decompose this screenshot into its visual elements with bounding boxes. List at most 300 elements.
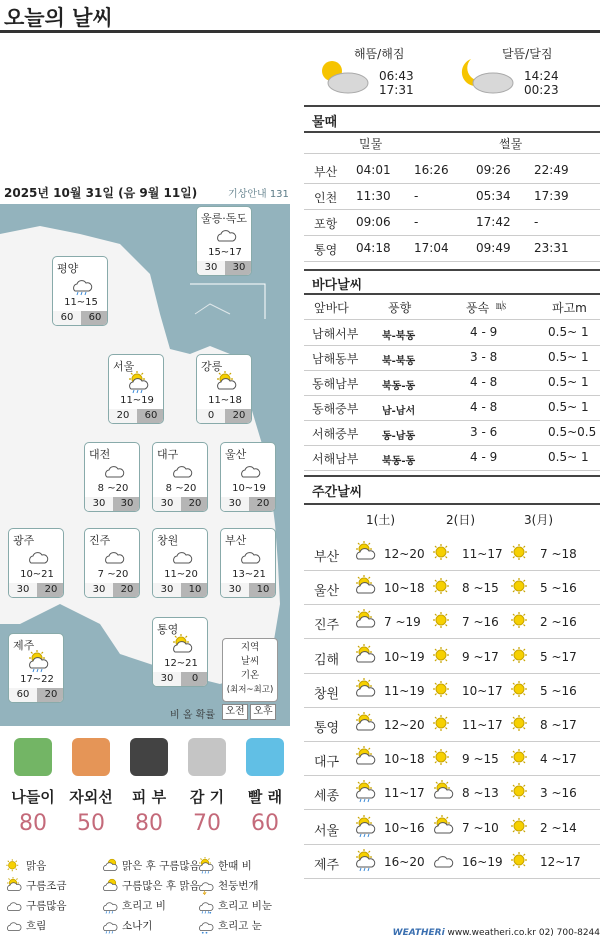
sea-area: 남해서부 bbox=[312, 327, 359, 341]
weekly-temp: 10~18 bbox=[384, 581, 425, 596]
clear-then-cloudy-icon bbox=[100, 857, 118, 875]
weekly-weather bbox=[352, 609, 376, 637]
map-legend-box bbox=[222, 638, 278, 702]
partly-cloudy-icon bbox=[352, 609, 376, 633]
weekly-title: 주간날씨 bbox=[312, 485, 363, 500]
city-name: 평양 bbox=[57, 262, 79, 275]
sun-cloud-icon bbox=[314, 57, 374, 97]
sunrise-time: 06:43 bbox=[379, 69, 414, 83]
city-temp: 10~21 bbox=[20, 569, 54, 580]
legend-label: 흐리고 비눈 bbox=[218, 900, 273, 912]
index-label: 나들이 bbox=[11, 788, 55, 806]
tide-high-2: 16:26 bbox=[414, 163, 449, 177]
weekly-temp: 8 ~15 bbox=[462, 581, 499, 596]
legend-label: 구름많은 후 맑음 bbox=[122, 880, 200, 892]
weekly-row bbox=[304, 708, 600, 742]
weekly-row bbox=[304, 845, 600, 879]
sea-wave: 0.5~0.5 bbox=[548, 425, 597, 439]
tide-high-2: - bbox=[414, 189, 419, 203]
cloudy-rain-snow-icon bbox=[196, 897, 214, 915]
weekly-temp: 16~20 bbox=[384, 854, 425, 869]
city-name: 서울 bbox=[113, 360, 135, 373]
city-name: 통영 bbox=[157, 623, 179, 636]
tide-title: 물때 bbox=[312, 115, 338, 130]
cloudy-rain-sun-icon bbox=[352, 780, 376, 804]
legend-label: 흐림 bbox=[26, 920, 47, 932]
tide-low-1: 17:42 bbox=[476, 215, 511, 229]
weekly-weather bbox=[430, 609, 454, 637]
title-rule bbox=[0, 30, 600, 33]
sunny-icon bbox=[508, 712, 532, 736]
weekly-row bbox=[304, 571, 600, 605]
mostly-cloudy-icon bbox=[4, 897, 22, 915]
rain-prob-pm: 20 bbox=[37, 583, 64, 597]
weekly-weather bbox=[508, 712, 532, 740]
weekly-temp: 10~19 bbox=[384, 649, 425, 664]
tide-low-2: 23:31 bbox=[534, 241, 569, 255]
index-2 bbox=[62, 738, 120, 836]
weekly-temp: 5 ~17 bbox=[540, 649, 577, 664]
weekly-weather bbox=[352, 678, 376, 706]
legend-temp-range: (최저~최고) bbox=[226, 685, 274, 695]
weekly-temp: 7 ~16 bbox=[462, 615, 499, 630]
tide-place: 통영 bbox=[314, 243, 338, 257]
divider bbox=[304, 153, 600, 154]
sea-wind-dir: 동-남동 bbox=[382, 431, 416, 442]
index-5 bbox=[236, 738, 294, 836]
rain-prob-am: 30 bbox=[153, 583, 181, 597]
city-card bbox=[220, 442, 276, 512]
rain-prob-pm: 10 bbox=[249, 583, 276, 597]
cloudy-icon bbox=[213, 223, 237, 247]
rain-prob-am: 30 bbox=[9, 583, 37, 597]
sea-wind-speed: 4 - 9 bbox=[470, 450, 498, 464]
legend-label: 구름많음 bbox=[26, 900, 67, 912]
sunny-icon bbox=[508, 815, 532, 839]
tide-high-1: 11:30 bbox=[356, 189, 391, 203]
footer bbox=[304, 928, 600, 942]
rain-prob-pm: 60 bbox=[137, 409, 164, 423]
sea-area: 동해중부 bbox=[312, 402, 359, 416]
weekly-weather bbox=[430, 678, 454, 706]
weekly-weather bbox=[430, 815, 454, 843]
weekly-weather bbox=[430, 712, 454, 740]
city-name: 창원 bbox=[157, 534, 179, 547]
divider bbox=[304, 370, 600, 371]
weekly-weather bbox=[352, 849, 376, 877]
sea-wind-speed: 4 - 9 bbox=[470, 325, 498, 339]
weekly-weather bbox=[508, 678, 532, 706]
weekly-row bbox=[304, 742, 600, 776]
sunny-icon bbox=[430, 746, 454, 770]
footer-brand: WEATHERi bbox=[392, 928, 445, 938]
divider bbox=[304, 445, 600, 446]
sea-area: 서해남부 bbox=[312, 452, 359, 466]
rain-icon bbox=[69, 273, 93, 297]
weekly-temp: 2 ~16 bbox=[540, 615, 577, 630]
weekly-temp: 11~19 bbox=[384, 683, 425, 698]
weekly-temp: 7 ~18 bbox=[540, 547, 577, 561]
weekly-day-2: 2(日) bbox=[446, 513, 475, 527]
weekly-temp: 9 ~15 bbox=[462, 752, 499, 767]
weekly-temp: 5 ~16 bbox=[540, 581, 577, 596]
divider bbox=[304, 183, 600, 184]
service-code: 기상안내 131 bbox=[228, 189, 289, 200]
weekly-weather bbox=[508, 849, 532, 877]
sea-wave: 0.5~ 1 bbox=[548, 325, 589, 339]
footer-phone: 02) 700-8244 bbox=[538, 928, 600, 938]
weekly-weather bbox=[352, 644, 376, 672]
weekly-day-1: 1(土) bbox=[366, 513, 395, 527]
sunny-icon bbox=[430, 678, 454, 702]
weekly-temp: 8 ~17 bbox=[540, 718, 577, 732]
weekly-city: 통영 bbox=[314, 721, 340, 736]
weekly-city: 대구 bbox=[314, 755, 340, 771]
cloudy-icon bbox=[101, 459, 125, 483]
legend-label: 한때 비 bbox=[218, 860, 252, 872]
city-name: 대구 bbox=[157, 448, 179, 461]
car-icon bbox=[14, 738, 52, 776]
uv-icon bbox=[72, 738, 110, 776]
overcast-icon bbox=[4, 917, 22, 935]
sea-wave: 0.5~ 1 bbox=[548, 350, 589, 364]
weekly-temp: 11~17 bbox=[462, 547, 503, 561]
city-card bbox=[52, 256, 108, 326]
weekly-temp: 10~16 bbox=[384, 820, 425, 835]
sunny-icon bbox=[430, 541, 454, 565]
city-temp: 11~19 bbox=[120, 395, 154, 406]
legend-label: 맑음 bbox=[26, 860, 47, 872]
weekly-city: 울산 bbox=[314, 584, 340, 600]
tide-low-2: 22:49 bbox=[534, 163, 569, 177]
legend-label: 흐리고 눈 bbox=[218, 920, 262, 932]
cloudy-then-clear-icon bbox=[100, 877, 118, 895]
city-temp: 17~22 bbox=[20, 674, 54, 685]
sunny-icon bbox=[508, 575, 532, 599]
tide-high-2: - bbox=[414, 215, 419, 229]
partly-cloudy-icon bbox=[169, 634, 193, 658]
weekly-temp: 7 ~10 bbox=[462, 820, 499, 835]
rain-prob-am: 30 bbox=[221, 497, 249, 511]
legend-region: 지역 bbox=[240, 642, 260, 653]
weekly-weather bbox=[430, 575, 454, 603]
legend-label: 맑은 후 구름많음 bbox=[122, 860, 200, 872]
sunny-icon bbox=[508, 780, 532, 804]
sea-wave: 0.5~ 1 bbox=[548, 400, 589, 414]
city-name: 울릉·독도 bbox=[201, 212, 248, 225]
city-card bbox=[84, 528, 140, 598]
sea-area: 동해남부 bbox=[312, 377, 359, 391]
rain-prob-pm: 30 bbox=[225, 261, 252, 275]
rain-probability-label: 비 올 확률 bbox=[170, 710, 215, 721]
shower-icon bbox=[100, 917, 118, 935]
sunny-icon bbox=[430, 644, 454, 668]
city-temp: 8 ~20 bbox=[97, 483, 129, 494]
divider bbox=[304, 319, 600, 320]
sunny-icon bbox=[508, 678, 532, 702]
shirt-icon bbox=[246, 738, 284, 776]
weekly-city: 창원 bbox=[314, 686, 340, 702]
city-name: 울산 bbox=[225, 448, 247, 461]
sea-title: 바다날씨 bbox=[312, 278, 363, 293]
index-value: 50 bbox=[77, 811, 105, 836]
cloudy-icon bbox=[237, 459, 261, 483]
weekly-weather bbox=[352, 780, 376, 808]
rain-prob-am: 30 bbox=[85, 497, 113, 511]
rain-prob-pm: 0 bbox=[181, 672, 208, 686]
divider bbox=[304, 269, 600, 271]
index-3 bbox=[120, 738, 178, 836]
weekly-temp: 16~19 bbox=[462, 854, 503, 869]
cloudy-snow-icon bbox=[196, 917, 214, 935]
city-card bbox=[196, 354, 252, 424]
weekly-row bbox=[304, 640, 600, 674]
weekly-day-3: 3(月) bbox=[524, 513, 553, 527]
rain-prob-am: 30 bbox=[153, 497, 181, 511]
index-label: 빨 래 bbox=[247, 788, 283, 806]
sea-wave: 0.5~ 1 bbox=[548, 450, 589, 464]
cloudy-icon bbox=[25, 545, 49, 569]
weekly-weather bbox=[508, 780, 532, 808]
weekly-row bbox=[304, 605, 600, 639]
tide-header-low: 썰물 bbox=[499, 137, 523, 151]
divider bbox=[304, 878, 600, 879]
sunny-icon bbox=[430, 609, 454, 633]
sea-header-speed: 풍속 bbox=[466, 301, 490, 315]
weekly-weather bbox=[352, 575, 376, 603]
weekly-weather bbox=[352, 746, 376, 774]
weekly-temp: 12~20 bbox=[384, 547, 425, 561]
divider bbox=[304, 209, 600, 210]
city-name: 광주 bbox=[13, 534, 35, 547]
cloudy-icon bbox=[169, 545, 193, 569]
weekly-city: 진주 bbox=[314, 618, 340, 634]
cloudy-rain-sun-icon bbox=[352, 815, 376, 839]
divider bbox=[304, 470, 600, 471]
weekly-weather bbox=[430, 541, 454, 569]
city-temp: 11~15 bbox=[64, 297, 98, 308]
sun-title: 해뜸/해짐 bbox=[354, 47, 405, 61]
sea-header-area: 앞바다 bbox=[314, 301, 349, 315]
sea-header-wave: 파고m bbox=[552, 301, 587, 315]
sunny-icon bbox=[508, 644, 532, 668]
city-card bbox=[8, 633, 64, 703]
cloudy-rain-icon bbox=[100, 897, 118, 915]
sea-wind-speed: 4 - 8 bbox=[470, 375, 498, 389]
weekly-weather bbox=[430, 746, 454, 774]
sunny-icon bbox=[508, 541, 532, 565]
tide-low-1: 09:49 bbox=[476, 241, 511, 255]
city-temp: 12~21 bbox=[164, 658, 198, 669]
index-label: 감 기 bbox=[189, 788, 225, 806]
weekly-weather bbox=[352, 541, 376, 569]
city-card bbox=[220, 528, 276, 598]
tide-place: 포항 bbox=[314, 217, 338, 231]
sunny-icon bbox=[4, 857, 22, 875]
city-temp: 10~19 bbox=[232, 483, 266, 494]
partly-cloudy-icon bbox=[352, 712, 376, 736]
rain-prob-pm: 30 bbox=[113, 497, 140, 511]
index-value: 60 bbox=[251, 811, 279, 836]
weekly-city: 세종 bbox=[314, 789, 340, 805]
sea-header-unit: ㎧ bbox=[496, 301, 506, 312]
city-card bbox=[84, 442, 140, 512]
city-name: 대전 bbox=[89, 448, 111, 461]
rain-prob-am: 0 bbox=[197, 409, 225, 423]
weekly-temp: 12~17 bbox=[540, 854, 581, 869]
weekly-temp: 10~18 bbox=[384, 752, 425, 767]
weekly-temp: 5 ~16 bbox=[540, 683, 577, 698]
overcast-icon bbox=[430, 849, 454, 873]
cloudy-rain-sun-icon bbox=[25, 650, 49, 674]
weekly-city: 제주 bbox=[314, 857, 340, 873]
city-card bbox=[152, 528, 208, 598]
city-card bbox=[8, 528, 64, 598]
partly-cloudy-icon bbox=[4, 877, 22, 895]
face-icon bbox=[130, 738, 168, 776]
sunny-icon bbox=[430, 712, 454, 736]
tide-high-1: 04:18 bbox=[356, 241, 391, 255]
rain-prob-am: 30 bbox=[153, 672, 181, 686]
legend-label: 천둥번개 bbox=[218, 880, 259, 892]
weekly-weather bbox=[508, 541, 532, 569]
index-value: 80 bbox=[135, 811, 163, 836]
weekly-weather bbox=[352, 712, 376, 740]
partly-cloudy-icon bbox=[430, 780, 454, 804]
mask-icon bbox=[188, 738, 226, 776]
divider bbox=[304, 105, 600, 107]
divider bbox=[304, 420, 600, 421]
cloudy-icon bbox=[169, 459, 193, 483]
weekly-row bbox=[304, 776, 600, 810]
city-temp: 15~17 bbox=[208, 247, 242, 258]
tide-place: 부산 bbox=[314, 165, 338, 179]
legend-weather: 날씨 bbox=[240, 656, 260, 667]
cloudy-icon bbox=[237, 545, 261, 569]
tide-high-1: 09:06 bbox=[356, 215, 391, 229]
sea-wind-dir: 북동-동 bbox=[382, 456, 416, 467]
city-card bbox=[152, 442, 208, 512]
weekly-temp: 2 ~14 bbox=[540, 820, 577, 835]
weekly-temp: 12~20 bbox=[384, 718, 425, 732]
city-temp: 8 ~20 bbox=[165, 483, 197, 494]
sea-wind-dir: 남-남서 bbox=[382, 406, 416, 417]
divider bbox=[304, 293, 600, 295]
legend-label: 흐리고 비 bbox=[122, 900, 166, 912]
moonset-time: 00:23 bbox=[524, 83, 559, 97]
sea-wind-dir: 북-북동 bbox=[382, 331, 416, 342]
weekly-row bbox=[304, 537, 600, 571]
city-name: 진주 bbox=[89, 534, 111, 547]
city-temp: 7 ~20 bbox=[97, 569, 129, 580]
city-card bbox=[152, 617, 208, 687]
tide-low-1: 09:26 bbox=[476, 163, 511, 177]
weekly-temp: 11~17 bbox=[462, 718, 503, 732]
weekly-weather bbox=[430, 849, 454, 877]
city-name: 강릉 bbox=[201, 360, 223, 373]
index-label: 자외선 bbox=[69, 788, 113, 806]
partly-cloudy-icon bbox=[352, 575, 376, 599]
am-label: 오전 bbox=[222, 704, 248, 720]
tide-high-2: 17:04 bbox=[414, 241, 449, 255]
index-value: 70 bbox=[193, 811, 221, 836]
weekly-temp: 10~17 bbox=[462, 683, 503, 698]
sunny-icon bbox=[508, 849, 532, 873]
weekly-city: 부산 bbox=[314, 550, 340, 565]
rain-prob-pm: 20 bbox=[37, 688, 64, 702]
weekly-temp: 8 ~13 bbox=[462, 786, 499, 801]
weekly-weather bbox=[352, 815, 376, 843]
city-name: 제주 bbox=[13, 639, 35, 652]
rain-prob-am: 30 bbox=[85, 583, 113, 597]
rain-prob-pm: 10 bbox=[181, 583, 208, 597]
weekly-weather bbox=[430, 780, 454, 808]
weekly-city: 김해 bbox=[314, 652, 340, 668]
city-name: 부산 bbox=[225, 534, 247, 547]
occasional-rain-icon bbox=[196, 857, 214, 875]
weekly-weather bbox=[508, 609, 532, 637]
partly-cloudy-icon bbox=[352, 746, 376, 770]
city-temp: 13~21 bbox=[232, 569, 266, 580]
rain-prob-am: 30 bbox=[197, 261, 225, 275]
weekly-temp: 11~17 bbox=[384, 786, 425, 801]
tide-high-1: 04:01 bbox=[356, 163, 391, 177]
cloudy-icon bbox=[101, 545, 125, 569]
tide-place: 인천 bbox=[314, 191, 338, 205]
sunny-icon bbox=[430, 575, 454, 599]
sea-wind-speed: 3 - 6 bbox=[470, 425, 498, 439]
cloudy-rain-sun-icon bbox=[352, 849, 376, 873]
city-temp: 11~18 bbox=[208, 395, 242, 406]
sea-wind-speed: 4 - 8 bbox=[470, 400, 498, 414]
index-4 bbox=[178, 738, 236, 836]
weekly-temp: 4 ~17 bbox=[540, 752, 577, 767]
weekly-weather bbox=[508, 575, 532, 603]
index-label: 피 부 bbox=[131, 788, 167, 806]
rain-prob-am: 30 bbox=[221, 583, 249, 597]
sunset-time: 17:31 bbox=[379, 83, 414, 97]
divider bbox=[304, 131, 600, 133]
weekly-temp: 7 ~19 bbox=[384, 615, 421, 630]
tide-low-2: 17:39 bbox=[534, 189, 569, 203]
weekly-city: 서울 bbox=[314, 823, 340, 839]
rain-prob-pm: 20 bbox=[225, 409, 252, 423]
weekly-temp: 3 ~16 bbox=[540, 786, 577, 801]
partly-cloudy-icon bbox=[352, 678, 376, 702]
moonrise-time: 14:24 bbox=[524, 69, 559, 83]
moon-title: 달뜸/달짐 bbox=[502, 47, 553, 61]
rain-prob-pm: 60 bbox=[81, 311, 108, 325]
partly-cloudy-icon bbox=[430, 815, 454, 839]
partly-cloudy-icon bbox=[352, 541, 376, 565]
rain-prob-am: 60 bbox=[53, 311, 81, 325]
rain-prob-am: 60 bbox=[9, 688, 37, 702]
index-1 bbox=[4, 738, 62, 836]
rain-prob-pm: 20 bbox=[181, 497, 208, 511]
index-value: 80 bbox=[19, 811, 47, 836]
divider bbox=[304, 345, 600, 346]
cloudy-rain-sun-icon bbox=[125, 371, 149, 395]
thunder-icon bbox=[196, 877, 214, 895]
legend-temp: 기온 bbox=[240, 670, 260, 681]
sea-wind-speed: 3 - 8 bbox=[470, 350, 498, 364]
legend-label: 소나기 bbox=[122, 920, 153, 932]
divider bbox=[304, 503, 600, 505]
weekly-row bbox=[304, 811, 600, 845]
sea-wave: 0.5~ 1 bbox=[548, 375, 589, 389]
date-label: 2025년 10월 31일 (음 9월 11일) bbox=[4, 186, 198, 200]
divider bbox=[304, 235, 600, 236]
